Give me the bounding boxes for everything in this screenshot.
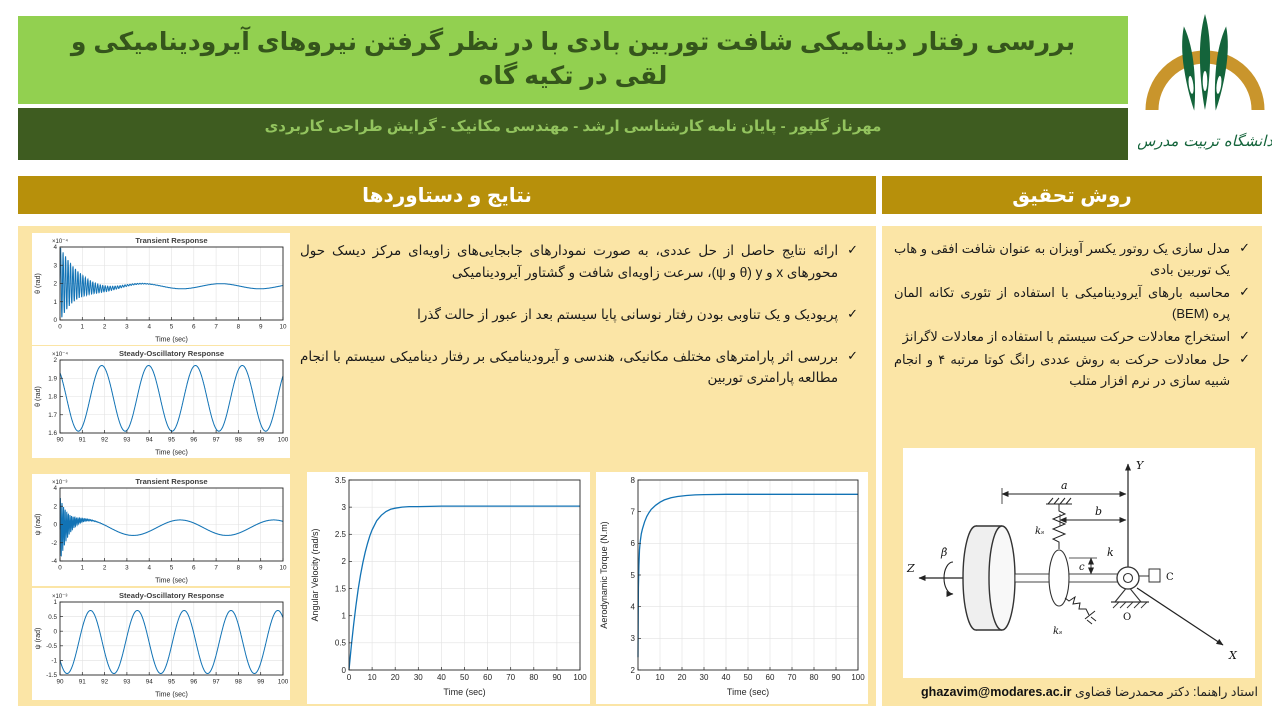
svg-text:90: 90 [56, 436, 64, 444]
svg-text:98: 98 [234, 678, 242, 686]
bullet-item [894, 238, 1250, 280]
svg-text:Steady-Oscillatory Response: Steady-Oscillatory Response [118, 591, 225, 600]
svg-text:1: 1 [80, 323, 85, 331]
svg-text:5: 5 [630, 570, 635, 580]
bullet-text: محاسبه بارهای آیرودینامیکی با استفاده از تئوری تکانه المان پره (BEM) [894, 285, 1231, 322]
svg-text:7: 7 [630, 507, 635, 517]
svg-text:96: 96 [190, 436, 198, 444]
svg-text:-2: -2 [51, 539, 57, 547]
svg-text:0: 0 [53, 521, 57, 529]
svg-text:10: 10 [367, 673, 377, 682]
label-dim-b: b [1095, 505, 1103, 518]
svg-text:91: 91 [78, 436, 86, 444]
svg-text:2: 2 [102, 323, 107, 331]
svg-text:Steady-Oscillatory Response: Steady-Oscillatory Response [118, 349, 225, 358]
check-icon: ✓ [1239, 328, 1250, 344]
svg-text:4: 4 [53, 244, 57, 252]
svg-text:9: 9 [258, 564, 263, 572]
shaft [1015, 574, 1128, 582]
svg-text:1.7: 1.7 [48, 411, 57, 419]
rotor-disk [963, 526, 1015, 630]
chart-theta-steady [32, 346, 290, 458]
svg-text:1: 1 [80, 564, 85, 572]
svg-text:90: 90 [56, 678, 64, 686]
label-y-axis: Y [1136, 459, 1144, 472]
svg-text:7: 7 [214, 564, 218, 572]
chart-theta-transient [32, 233, 290, 345]
bullet-text: ارائه نتایج حاصل از حل عددی، به صورت نمودارهای جابجایی‌های زاویه‌ای مرکز دیسک حول محورهای x و y (θ و ψ)، سرعت زاویه‌ای شافت و گشتاور آیرودینامیکی [300, 243, 839, 280]
svg-text:8: 8 [630, 475, 635, 485]
svg-text:0.5: 0.5 [48, 613, 57, 621]
label-beta-dot: β̇ [941, 546, 948, 559]
svg-text:-1: -1 [51, 657, 57, 665]
svg-text:0: 0 [53, 628, 57, 636]
svg-text:Time (sec): Time (sec) [155, 691, 188, 699]
svg-text:94: 94 [145, 678, 153, 686]
svg-text:0: 0 [58, 564, 62, 572]
svg-text:0: 0 [58, 323, 62, 331]
svg-text:3: 3 [53, 262, 57, 270]
svg-text:60: 60 [765, 673, 775, 682]
svg-text:98: 98 [234, 436, 242, 444]
svg-text:90: 90 [552, 673, 562, 682]
results-panel-header [18, 176, 876, 214]
svg-text:0.5: 0.5 [334, 638, 346, 648]
svg-text:×10⁻³: ×10⁻³ [52, 480, 68, 486]
check-icon: ✓ [1239, 351, 1250, 367]
label-spring-ks-top: kₛ [1035, 526, 1045, 537]
svg-text:97: 97 [212, 678, 220, 686]
svg-text:Transient Response: Transient Response [135, 477, 208, 486]
svg-text:4: 4 [53, 485, 57, 493]
check-icon: ✓ [847, 242, 858, 257]
svg-text:3: 3 [341, 502, 346, 512]
svg-text:92: 92 [101, 678, 109, 686]
hub-ellipse [1049, 550, 1069, 606]
method-bullet-list [894, 238, 1250, 393]
svg-text:3: 3 [125, 323, 129, 331]
svg-text:1.9: 1.9 [48, 375, 57, 383]
svg-text:-4: -4 [51, 558, 57, 566]
svg-text:Aerodynamic Torque (N.m): Aerodynamic Torque (N.m) [599, 521, 609, 629]
svg-text:4: 4 [147, 564, 151, 572]
svg-text:40: 40 [721, 673, 731, 682]
svg-text:1: 1 [53, 599, 57, 607]
svg-text:8: 8 [236, 564, 241, 572]
svg-text:×10⁻³: ×10⁻³ [52, 594, 68, 600]
svg-text:80: 80 [809, 673, 819, 682]
svg-text:Time (sec): Time (sec) [443, 687, 486, 697]
svg-text:20: 20 [390, 673, 400, 682]
svg-text:30: 30 [413, 673, 423, 682]
advisor-email: ghazavim@modares.ac.ir [921, 685, 1072, 699]
tmu-logo-graphic [1138, 6, 1272, 168]
svg-text:7: 7 [214, 323, 218, 331]
svg-text:ψ (rad): ψ (rad) [35, 513, 42, 536]
svg-text:0: 0 [341, 665, 346, 675]
svg-text:0: 0 [346, 673, 352, 682]
svg-text:2: 2 [53, 503, 57, 511]
svg-text:70: 70 [787, 673, 797, 682]
bullet-item [894, 349, 1250, 391]
svg-text:10: 10 [655, 673, 665, 682]
svg-text:30: 30 [699, 673, 709, 682]
author-line: مهرناز گلپور - پایان نامه کارشناسی ارشد - مهندسی مکانیک - گرایش طراحی کاربردی [264, 118, 882, 135]
check-icon: ✓ [847, 305, 858, 321]
bullet-item [894, 282, 1250, 324]
bullet-item [300, 304, 858, 326]
svg-text:3: 3 [630, 634, 635, 644]
svg-text:3.5: 3.5 [334, 475, 346, 485]
svg-text:20: 20 [677, 673, 687, 682]
results-bullet-list [300, 240, 858, 409]
label-point-c: C [1166, 572, 1174, 583]
label-z-axis: Z [907, 562, 915, 575]
svg-text:94: 94 [145, 436, 153, 444]
chart-psi-steady [32, 588, 290, 700]
svg-text:40: 40 [436, 673, 446, 682]
svg-text:92: 92 [101, 436, 109, 444]
svg-text:70: 70 [506, 673, 516, 682]
bullet-item [300, 346, 858, 390]
svg-text:Angular Velocity (rad/s): Angular Velocity (rad/s) [310, 528, 320, 622]
advisor-line [886, 684, 1258, 699]
svg-text:2: 2 [341, 557, 346, 567]
university-logo [1138, 6, 1272, 168]
svg-text:96: 96 [190, 678, 198, 686]
check-icon: ✓ [1239, 240, 1250, 255]
chart-angular-velocity [307, 472, 590, 704]
svg-text:95: 95 [167, 678, 176, 686]
svg-text:93: 93 [123, 436, 131, 444]
svg-text:5: 5 [169, 323, 174, 331]
logo-cypress-trees [1179, 14, 1231, 111]
bullet-text: حل معادلات حرکت به روش عددی رانگ کوتا مرتبه ۴ و انجام شبیه سازی در نرم افزار متلب [894, 352, 1231, 389]
svg-text:θ (rad): θ (rad) [35, 386, 42, 407]
svg-text:Time (sec): Time (sec) [155, 577, 188, 585]
bullet-text: بررسی اثر پارامترهای مختلف مکانیکی، هندسی و آیرودینامیکی بر رفتار دینامیکی سیستم با انجام مطالعه پارامتری توربین [300, 348, 839, 386]
svg-text:93: 93 [123, 678, 131, 686]
svg-text:10: 10 [279, 564, 287, 572]
svg-text:2.5: 2.5 [334, 530, 346, 540]
svg-text:6: 6 [630, 539, 635, 549]
label-dim-c: c [1079, 562, 1085, 573]
svg-text:80: 80 [529, 673, 539, 682]
page-title: بررسی رفتار دینامیکی شافت توربین بادی با در نظر گرفتن نیروهای آیرودینامیکی و لقی در تکیه گاه [70, 28, 1076, 90]
bullet-item [894, 326, 1250, 347]
svg-text:×10⁻⁴: ×10⁻⁴ [52, 239, 68, 245]
logo-text: دانشگاه تربیت مدرس [1138, 132, 1272, 150]
svg-text:50: 50 [460, 673, 469, 682]
svg-text:95: 95 [167, 436, 176, 444]
svg-text:θ (rad): θ (rad) [35, 273, 42, 294]
svg-text:60: 60 [483, 673, 493, 682]
rotor-schematic-svg [903, 448, 1255, 678]
svg-text:2: 2 [630, 665, 635, 675]
method-panel-header [882, 176, 1262, 214]
svg-text:97: 97 [212, 436, 220, 444]
label-origin-o: O [1123, 612, 1132, 623]
svg-text:2: 2 [53, 280, 57, 288]
title-band [18, 16, 1128, 104]
svg-text:99: 99 [257, 678, 265, 686]
label-dim-a: a [1061, 479, 1068, 492]
check-icon: ✓ [1239, 284, 1250, 300]
svg-text:1.8: 1.8 [48, 393, 57, 401]
svg-text:0: 0 [635, 673, 641, 682]
advisor-text: استاد راهنما: دکتر محمدرضا قضاوی [1074, 685, 1258, 699]
subtitle-band [18, 108, 1128, 160]
svg-text:8: 8 [236, 323, 241, 331]
chart-aero-torque [596, 472, 868, 704]
label-spring-ks-bottom: kₛ [1053, 626, 1063, 637]
svg-text:100: 100 [851, 673, 865, 682]
bullet-text: استخراج معادلات حرکت سیستم با استفاده از معادلات لاگرانژ [902, 329, 1231, 345]
label-bearing-k: k [1107, 546, 1114, 559]
rotor-schematic-figure [903, 448, 1255, 678]
svg-text:3: 3 [125, 564, 129, 572]
svg-text:50: 50 [743, 673, 753, 682]
svg-text:ψ (rad): ψ (rad) [35, 627, 42, 650]
svg-text:5: 5 [169, 564, 174, 572]
svg-text:4: 4 [630, 602, 635, 612]
chart-psi-transient [32, 474, 290, 586]
label-x-axis: X [1229, 649, 1237, 662]
svg-text:1: 1 [341, 611, 346, 621]
svg-text:10: 10 [279, 323, 287, 331]
results-panel-title: نتایج و دستاوردها [362, 184, 532, 207]
bullet-text: مدل سازی یک روتور یکسر آویزان به عنوان شافت افقی و هاب یک توربین بادی [894, 241, 1231, 278]
svg-text:1.5: 1.5 [334, 584, 346, 594]
svg-text:Time (sec): Time (sec) [155, 449, 188, 457]
bullet-item [300, 240, 858, 284]
svg-text:9: 9 [258, 323, 263, 331]
svg-text:2: 2 [102, 564, 107, 572]
bullet-text: پریودیک و یک تناوبی بودن رفتار نوسانی پایا سیستم بعد از عبور از حالت گذرا [417, 306, 839, 322]
svg-text:×10⁻⁴: ×10⁻⁴ [52, 352, 68, 358]
svg-text:-0.5: -0.5 [46, 643, 57, 651]
svg-text:-1.5: -1.5 [46, 672, 57, 680]
svg-text:100: 100 [277, 678, 289, 686]
svg-text:6: 6 [192, 323, 196, 331]
svg-text:91: 91 [78, 678, 86, 686]
svg-text:0: 0 [53, 317, 57, 325]
svg-text:Time (sec): Time (sec) [155, 336, 188, 344]
svg-text:100: 100 [573, 673, 587, 682]
svg-text:2: 2 [53, 357, 57, 365]
svg-text:90: 90 [831, 673, 841, 682]
svg-text:1.6: 1.6 [48, 430, 57, 438]
svg-text:6: 6 [192, 564, 196, 572]
method-panel-title: روش تحقیق [1012, 184, 1132, 207]
svg-text:1: 1 [53, 298, 57, 306]
svg-text:100: 100 [277, 436, 289, 444]
svg-text:99: 99 [257, 436, 265, 444]
check-icon: ✓ [847, 347, 858, 363]
svg-text:Transient Response: Transient Response [135, 236, 208, 245]
svg-text:4: 4 [147, 323, 151, 331]
svg-text:Time (sec): Time (sec) [726, 687, 770, 697]
